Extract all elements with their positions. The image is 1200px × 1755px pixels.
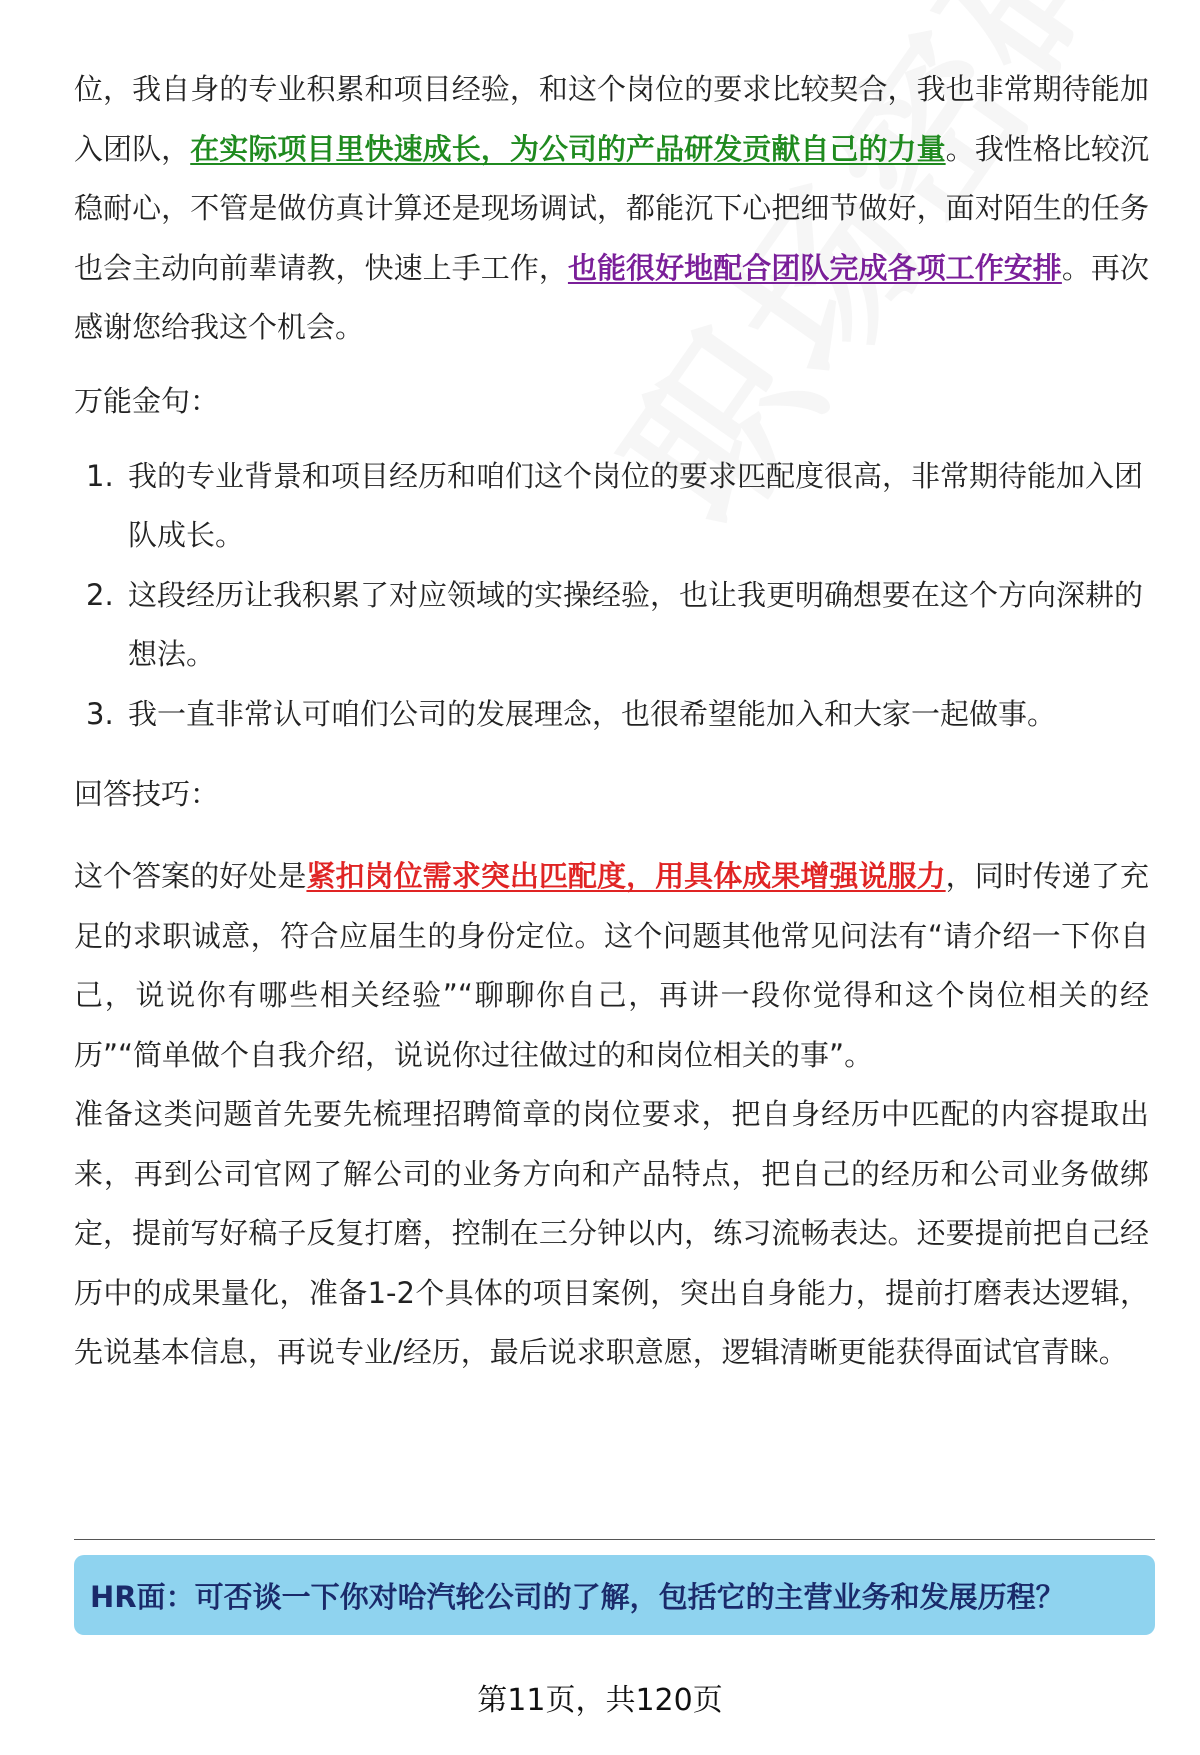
tips-paragraph (74, 847, 1149, 1085)
document-body (74, 60, 1149, 1383)
hr-question-box (74, 1555, 1155, 1635)
answer-text-3: 。再次感谢您给我这个机会。 (74, 250, 1149, 344)
list-text: 这段经历让我积累了对应领域的实操经验，也让我更明确想要在这个方向深耕的想法。 (128, 577, 1144, 671)
list-number: 2. (86, 577, 114, 612)
preparation-paragraph: 准备这类问题首先要先梳理招聘简章的岗位要求，把自身经历中匹配的内容提取出来，再到公司官网了解公司的业务方向和产品特点，把自己的经历和公司业务做绑定，提前写好稿子反复打磨，控制在三分钟以内，练习流畅表达。还要提前把自己经历中的成果量化，准备1-2个具体的项目案例，突出自身能力，提前打磨表达逻辑，先说基本信息，再说专业/经历，最后说求职意愿，逻辑清晰更能获得面试官青睐。 (74, 1097, 1149, 1369)
list-number: 3. (86, 696, 114, 731)
list-item (74, 566, 1149, 685)
highlight-green: 在实际项目里快速成长，为公司的产品研发贡献自己的力量 (190, 131, 946, 166)
answer-tips-label: 回答技巧： (74, 777, 220, 811)
list-item (74, 447, 1149, 566)
section-divider (74, 1539, 1155, 1540)
page-number: 第11页，共120页 (477, 1683, 723, 1718)
list-item (74, 685, 1149, 745)
highlight-purple: 也能很好地配合团队完成各项工作安排 (567, 250, 1062, 285)
answer-text-2: 。我性格比较沉稳耐心，不管是做仿真计算还是现场调试，都能沉下心把细节做好，面对陌生的任务也会主动向前辈请教，快速上手工作， (74, 131, 1149, 285)
list-number: 1. (86, 458, 114, 493)
answer-paragraph (74, 60, 1149, 358)
golden-sentences-list (74, 447, 1149, 745)
answer-text-1: 位，我自身的专业积累和项目经验，和这个岗位的要求比较契合，我也非常期待能加入团队， (74, 72, 1149, 166)
list-text: 我的专业背景和项目经历和咱们这个岗位的要求匹配度很高，非常期待能加入团队成长。 (128, 458, 1144, 552)
golden-sentences-label: 万能金句： (74, 383, 220, 418)
list-text: 我一直非常认可咱们公司的发展理念，也很希望能加入和大家一起做事。 (128, 696, 1057, 731)
tips-text-1: 这个答案的好处是 (74, 859, 307, 893)
hr-question-text: HR面：可否谈一下你对哈汽轮公司的了解，包括它的主营业务和发展历程？ (90, 1579, 1065, 1614)
tips-text-2: ，同时传递了充足的求职诚意，符合应届生的身份定位。这个问题其他常见问法有“请介绍一下你自己，说说你有哪些相关经验”“聊聊你自己，再讲一段你觉得和这个岗位相关的经历”“简单做个自我介绍，说说你过往做过的和岗位相关的事”。 (74, 859, 1149, 1072)
highlight-red: 紧扣岗位需求突出匹配度，用具体成果增强说服力 (306, 859, 946, 893)
